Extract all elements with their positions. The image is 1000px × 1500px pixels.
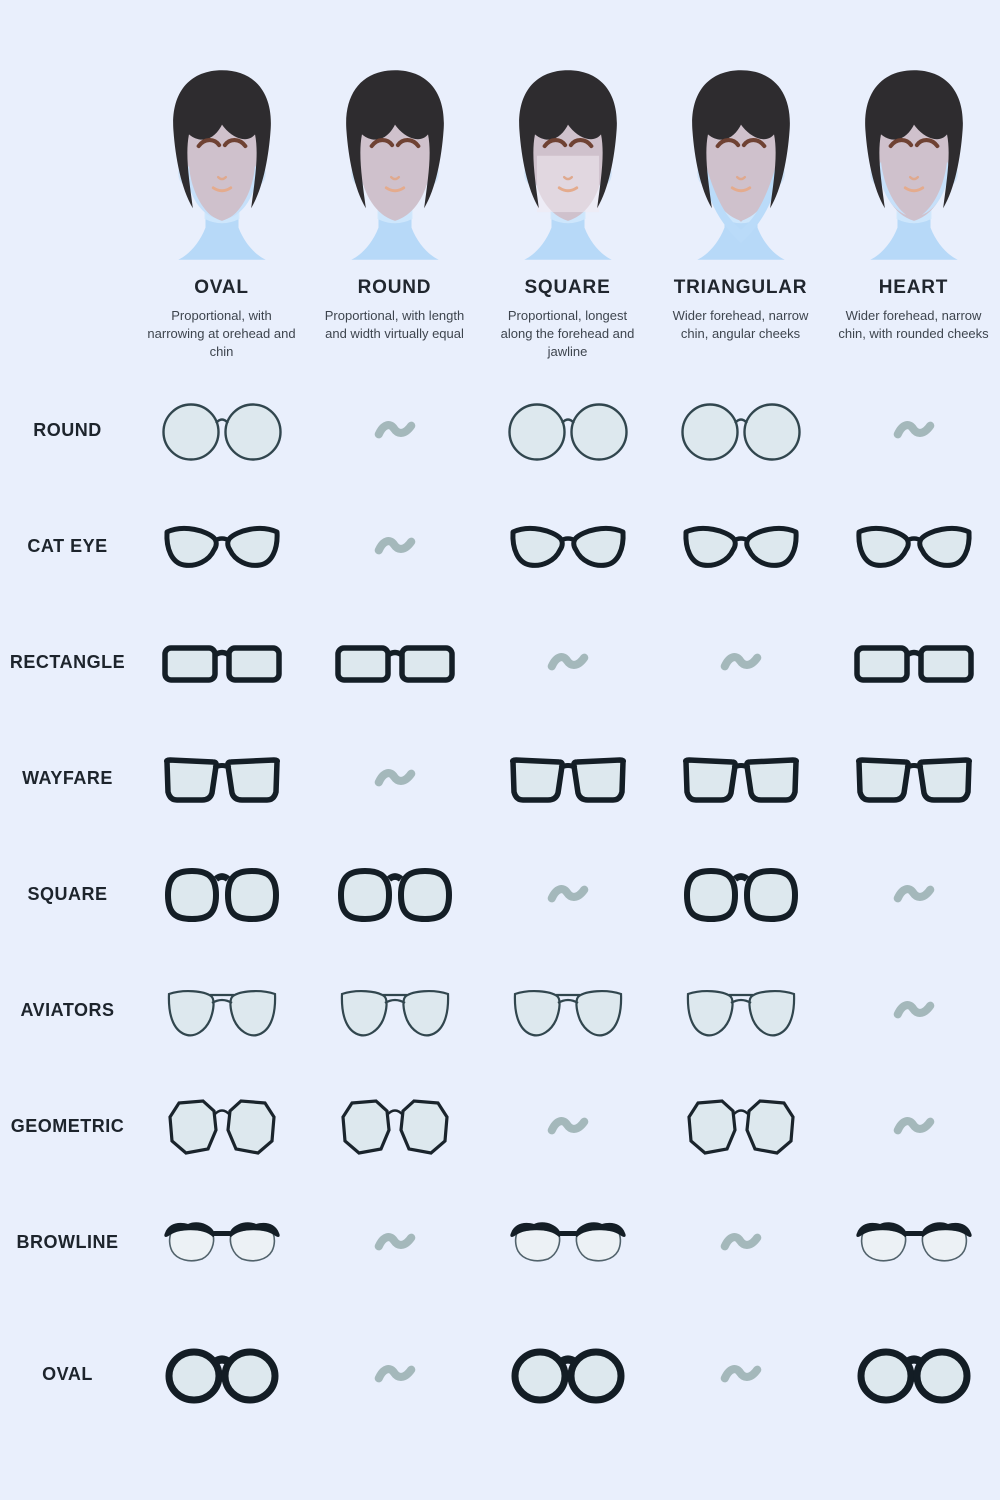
glasses-icon-geometric	[336, 1096, 454, 1158]
matrix-cell-cateye-triangular	[654, 520, 827, 574]
tilde-icon	[374, 766, 416, 791]
compatibility-matrix	[0, 373, 1000, 1433]
glasses-icon-aviators	[681, 982, 801, 1040]
matrix-cell-wayfare-heart	[827, 753, 1000, 805]
face-icon-triangular	[673, 64, 809, 265]
tilde-icon	[893, 418, 935, 443]
face-icon-square	[500, 64, 636, 265]
tilde-icon	[547, 1114, 589, 1139]
matrix-cell-browline-triangular	[654, 1230, 827, 1255]
row-label-oval: OVAL	[42, 1364, 93, 1385]
matrix-row-round	[0, 373, 1000, 489]
row-label-wayfare: WAYFARE	[22, 768, 113, 789]
matrix-cell-oval-oval	[135, 1346, 308, 1404]
matrix-cell-geometric-round	[308, 1096, 481, 1158]
face-column-heart	[827, 64, 1000, 361]
matrix-cell-round-oval	[135, 398, 308, 464]
tilde-icon	[374, 1230, 416, 1255]
face-icon-round	[327, 64, 463, 265]
face-column-triangular	[654, 64, 827, 361]
face-shape-description: Proportional, with narrowing at orehead and chin	[147, 308, 296, 359]
tilde-icon	[720, 1362, 762, 1387]
matrix-cell-cateye-round	[308, 534, 481, 559]
glasses-icon-browline	[508, 1218, 628, 1268]
matrix-cell-square-triangular	[654, 866, 827, 924]
matrix-cell-oval-heart	[827, 1346, 1000, 1404]
tilde-icon	[720, 1230, 762, 1255]
face-shape-title: OVAL	[194, 277, 249, 298]
glasses-icon-aviators	[508, 982, 628, 1040]
face-shape-title: ROUND	[357, 277, 432, 298]
glasses-icon-round	[160, 398, 284, 464]
matrix-cell-round-triangular	[654, 398, 827, 464]
glasses-icon-wayfare	[162, 753, 282, 805]
matrix-cell-rectangle-oval	[135, 640, 308, 686]
matrix-cell-wayfare-round	[308, 766, 481, 791]
glasses-icon-wayfare	[681, 753, 801, 805]
face-shape-description: Wider forehead, narrow chin, with rounded cheeks	[838, 308, 989, 341]
glasses-icon-geometric	[682, 1096, 800, 1158]
row-label-square: SQUARE	[27, 884, 108, 905]
matrix-row-cateye	[0, 489, 1000, 605]
matrix-row-oval	[0, 1317, 1000, 1433]
matrix-cell-wayfare-oval	[135, 753, 308, 805]
glasses-icon-square	[163, 866, 281, 924]
tilde-icon	[547, 882, 589, 907]
glasses-icon-wayfare	[854, 753, 974, 805]
matrix-cell-cateye-square	[481, 520, 654, 574]
glasses-icon-browline	[854, 1218, 974, 1268]
matrix-cell-wayfare-triangular	[654, 753, 827, 805]
matrix-cell-geometric-triangular	[654, 1096, 827, 1158]
glasses-icon-oval	[857, 1346, 971, 1404]
glasses-icon-wayfare	[508, 753, 628, 805]
row-label-round: ROUND	[33, 420, 102, 441]
matrix-cell-square-heart	[827, 882, 1000, 907]
glasses-icon-square	[336, 866, 454, 924]
matrix-cell-rectangle-triangular	[654, 650, 827, 675]
glasses-icon-cateye	[162, 520, 282, 574]
tilde-icon	[374, 1362, 416, 1387]
row-label-aviators: AVIATORS	[20, 1000, 115, 1021]
glasses-icon-round	[679, 398, 803, 464]
glasses-icon-aviators	[335, 982, 455, 1040]
matrix-cell-browline-round	[308, 1230, 481, 1255]
matrix-row-rectangle	[0, 605, 1000, 721]
face-shape-header	[0, 0, 1000, 361]
face-shape-title: SQUARE	[524, 277, 611, 298]
matrix-row-geometric	[0, 1069, 1000, 1185]
matrix-cell-oval-round	[308, 1362, 481, 1387]
face-icon-oval	[154, 64, 290, 265]
glasses-icon-aviators	[162, 982, 282, 1040]
matrix-cell-round-square	[481, 398, 654, 464]
glasses-icon-oval	[165, 1346, 279, 1404]
matrix-row-aviators	[0, 953, 1000, 1069]
face-shape-description: Proportional, with length and width virtually equal	[324, 308, 465, 341]
face-shape-title: TRIANGULAR	[673, 277, 808, 298]
glasses-icon-cateye	[508, 520, 628, 574]
matrix-cell-square-oval	[135, 866, 308, 924]
glasses-icon-square	[682, 866, 800, 924]
face-shape-title: HEART	[878, 277, 949, 298]
row-label-rectangle: RECTANGLE	[9, 652, 126, 673]
tilde-icon	[893, 882, 935, 907]
matrix-cell-square-square	[481, 882, 654, 907]
face-column-square	[481, 64, 654, 361]
glasses-icon-geometric	[163, 1096, 281, 1158]
matrix-row-wayfare	[0, 721, 1000, 837]
glasses-icon-rectangle	[161, 640, 283, 686]
tilde-icon	[374, 534, 416, 559]
face-column-oval	[135, 64, 308, 361]
glasses-icon-cateye	[681, 520, 801, 574]
matrix-cell-rectangle-square	[481, 650, 654, 675]
matrix-cell-geometric-square	[481, 1114, 654, 1139]
matrix-cell-browline-oval	[135, 1218, 308, 1268]
matrix-cell-square-round	[308, 866, 481, 924]
glasses-icon-browline	[162, 1218, 282, 1268]
matrix-cell-geometric-oval	[135, 1096, 308, 1158]
matrix-cell-browline-square	[481, 1218, 654, 1268]
matrix-cell-geometric-heart	[827, 1114, 1000, 1139]
face-column-round	[308, 64, 481, 361]
matrix-row-square	[0, 837, 1000, 953]
matrix-cell-aviators-square	[481, 982, 654, 1040]
matrix-cell-rectangle-round	[308, 640, 481, 686]
row-label-geometric: GEOMETRIC	[10, 1116, 125, 1137]
matrix-cell-aviators-triangular	[654, 982, 827, 1040]
matrix-cell-aviators-heart	[827, 998, 1000, 1023]
tilde-icon	[547, 650, 589, 675]
glasses-icon-cateye	[854, 520, 974, 574]
tilde-icon	[893, 998, 935, 1023]
matrix-cell-round-round	[308, 418, 481, 443]
row-label-browline: BROWLINE	[16, 1232, 119, 1253]
tilde-icon	[720, 650, 762, 675]
matrix-cell-round-heart	[827, 418, 1000, 443]
face-icon-heart	[846, 64, 982, 265]
matrix-cell-browline-heart	[827, 1218, 1000, 1268]
glasses-icon-rectangle	[334, 640, 456, 686]
matrix-cell-aviators-round	[308, 982, 481, 1040]
matrix-cell-cateye-oval	[135, 520, 308, 574]
glasses-icon-round	[506, 398, 630, 464]
row-label-cateye: CAT EYE	[27, 536, 108, 557]
matrix-cell-wayfare-square	[481, 753, 654, 805]
face-shape-description: Wider forehead, narrow chin, angular cheeks	[672, 308, 809, 341]
glasses-icon-oval	[511, 1346, 625, 1404]
glasses-icon-rectangle	[853, 640, 975, 686]
matrix-cell-aviators-oval	[135, 982, 308, 1040]
matrix-row-browline	[0, 1185, 1000, 1301]
tilde-icon	[893, 1114, 935, 1139]
matrix-cell-oval-triangular	[654, 1362, 827, 1387]
tilde-icon	[374, 418, 416, 443]
matrix-cell-cateye-heart	[827, 520, 1000, 574]
face-shape-description: Proportional, longest along the forehead and jawline	[500, 308, 635, 359]
matrix-cell-oval-square	[481, 1346, 654, 1404]
matrix-cell-rectangle-heart	[827, 640, 1000, 686]
